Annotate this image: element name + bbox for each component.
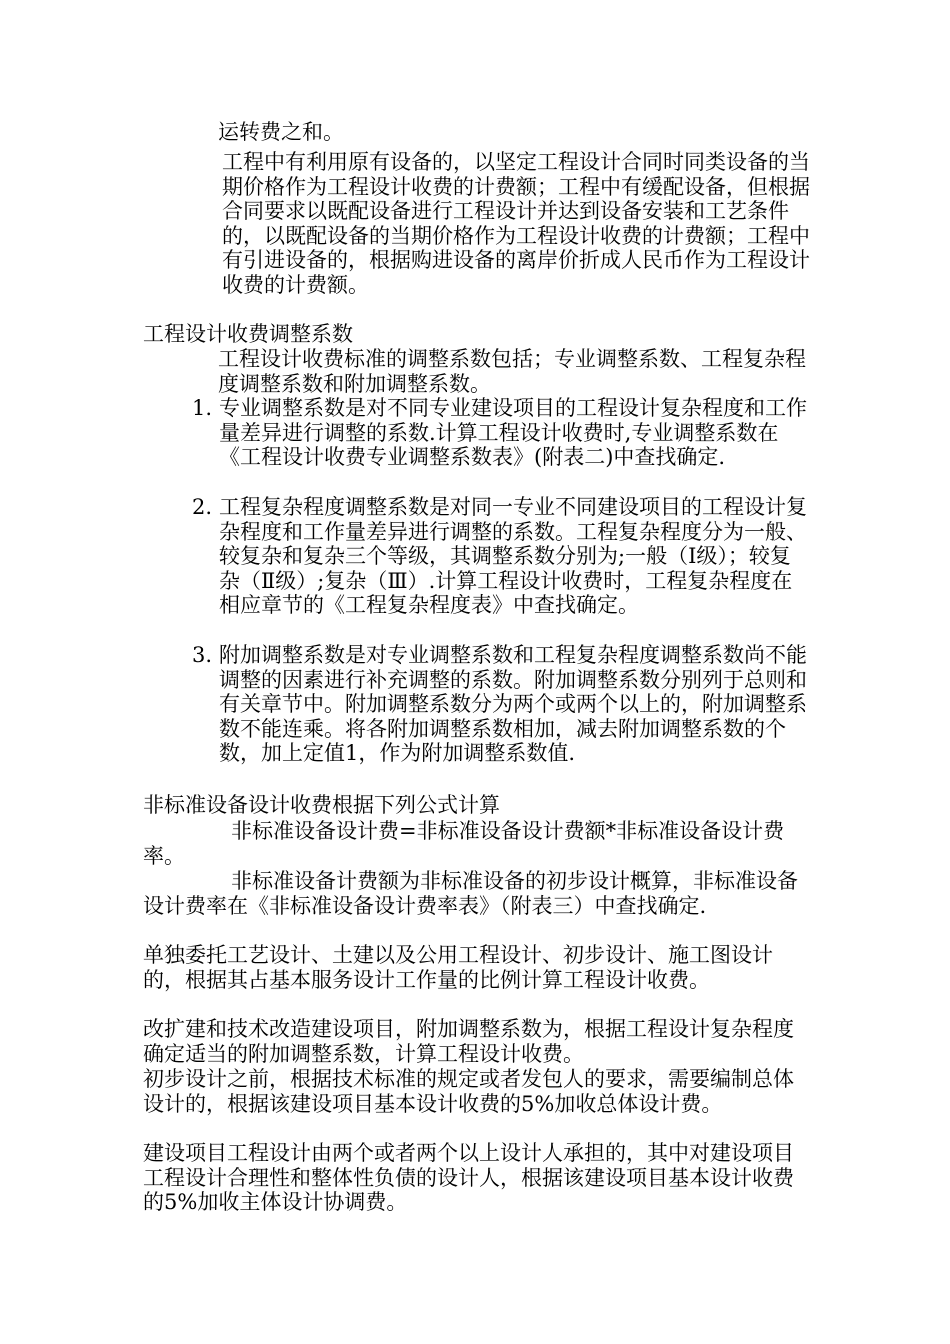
list-item-number: 1.: [192, 396, 213, 420]
paragraph-adjustment-intro: 工程设计收费标准的调整系数包括；专业调整系数、工程复杂程度调整系数和附加调整系数。: [218, 347, 806, 396]
paragraph-continuation: 运转费之和。: [218, 120, 344, 144]
paragraph-renovation: 改扩建和技术改造建设项目，附加调整系数为，根据工程设计复杂程度确定适当的附加调整系数，计算工程设计收费。: [143, 1017, 794, 1066]
list-item-text: 专业调整系数是对不同专业建设项目的工程设计复杂程度和工作量差异进行调整的系数.计算工程设计收费时,专业调整系数在《工程设计收费专业调整系数表》(附表二)中查找确定.: [219, 396, 807, 470]
heading-adjustment-coefficient: 工程设计收费调整系数: [143, 322, 353, 346]
paragraph-nonstandard-rate: 非标准设备计费额为非标准设备的初步设计概算，非标准设备设计费率在《非标准设备设计费率表》（附表三）中查找确定.: [143, 869, 798, 918]
paragraph-coordination-fee: 建设项目工程设计由两个或者两个以上设计人承担的，其中对建设项目工程设计合理性和整体性负债的设计人，根据该建设项目基本设计收费的5%加收主体设计协调费。: [143, 1141, 794, 1215]
list-item-number: 3.: [192, 643, 213, 667]
heading-nonstandard-equipment: 非标准设备设计收费根据下列公式计算: [143, 793, 500, 817]
list-item-text: 附加调整系数是对专业调整系数和工程复杂程度调整系数尚不能调整的因素进行补充调整的系数。附加调整系数分别列于总则和有关章节中。附加调整系数分为两个或两个以上的，附加调整系数不能连乘。将各附加调整系数相加，减去附加调整系数的个数，加上定值1，作为附加调整系数值.: [219, 643, 807, 766]
paragraph-separate-commission: 单独委托工艺设计、土建以及公用工程设计、初步设计、施工图设计的，根据其占基本服务设计工作量的比例计算工程设计收费。: [143, 943, 773, 992]
list-item-text: 工程复杂程度调整系数是对同一专业不同建设项目的工程设计复杂程度和工作量差异进行调整的系数。工程复杂程度分为一般、较复杂和复杂三个等级，其调整系数分别为;一般（Ⅰ级）；较复杂（Ⅱ级）;复杂（Ⅲ）.计算工程设计收费时，工程复杂程度在相应章节的《工程复杂程度表》中查找确定。: [219, 495, 807, 618]
paragraph-equipment: 工程中有利用原有设备的，以坚定工程设计合同时同类设备的当期价格作为工程设计收费的计费额；工程中有缓配设备，但根据合同要求以既配设备进行工程设计并达到设备安装和工艺条件的，以既配设备的当期价格作为工程设计收费的计费额；工程中有引进设备的，根据购进设备的离岸价折成人民币作为工程设计收费的计费额。: [222, 150, 810, 297]
paragraph-formula: 非标准设备设计费=非标准设备设计费额*非标准设备设计费率。: [143, 819, 785, 868]
list-item-number: 2.: [192, 495, 213, 519]
paragraph-overall-design: 初步设计之前，根据技术标准的规定或者发包人的要求，需要编制总体设计的，根据该建设项目基本设计收费的5%加收总体设计费。: [143, 1067, 794, 1116]
